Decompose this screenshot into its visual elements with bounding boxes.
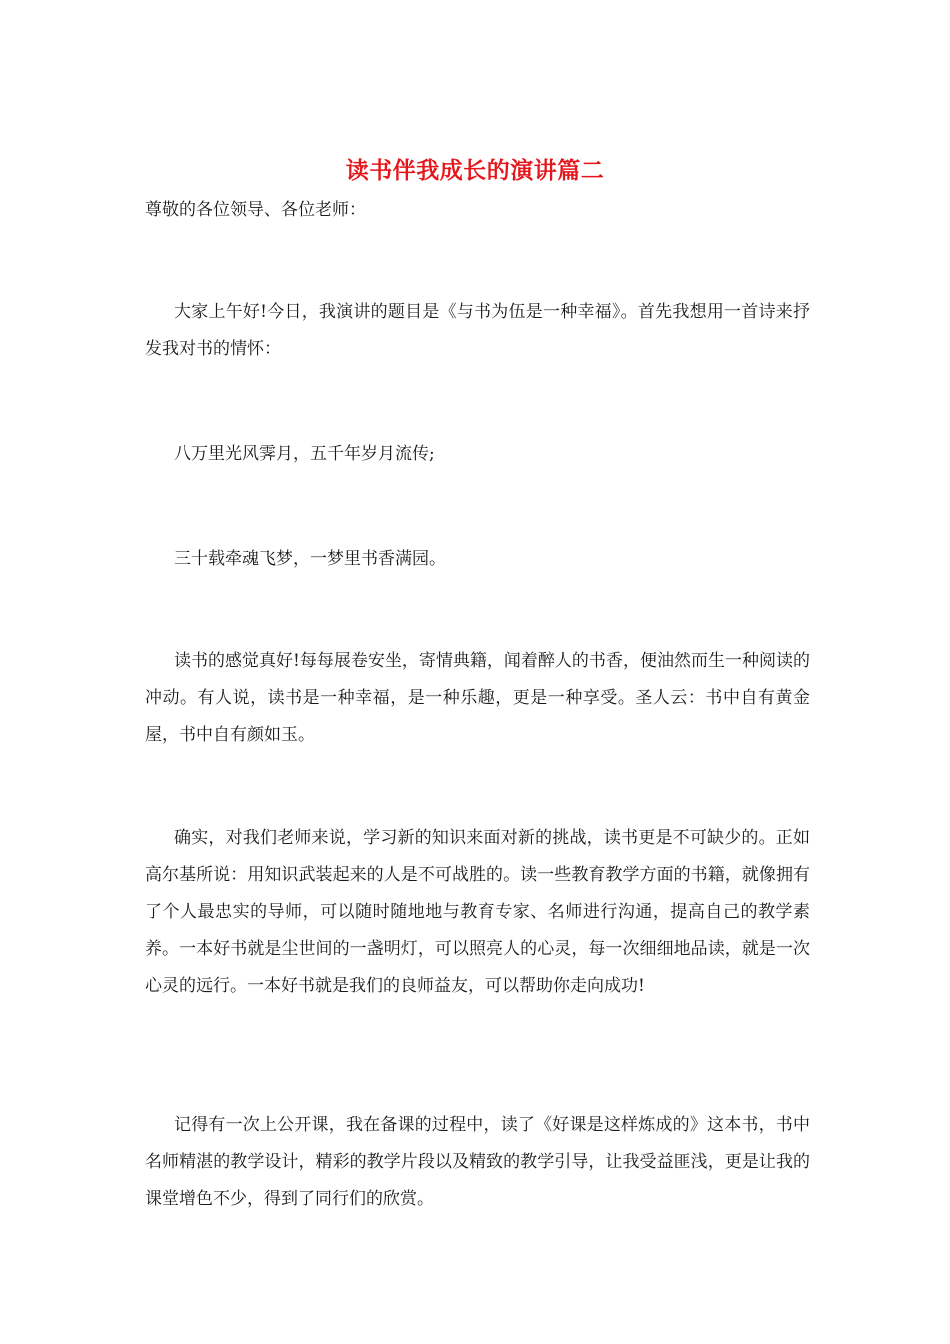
document-title: 读书伴我成长的演讲篇二 <box>345 157 605 184</box>
paragraph-reading-feeling: 读书的感觉真好!每每展卷安坐，寄情典籍，闻着醉人的书香，便油然而生一种阅读的冲动。有人说，读书是一种幸福，是一种乐趣，更是一种享受。圣人云：书中自有黄金屋，书中自有颜如玉。 <box>145 651 810 745</box>
paragraph-greeting: 大家上午好!今日，我演讲的题目是《与书为伍是一种幸福》。首先我想用一首诗来抒发我对书的情怀： <box>145 302 810 359</box>
poem-line-1: 八万里光风霁月，五千年岁月流传; <box>174 444 435 464</box>
paragraph-teachers-reading: 确实，对我们老师来说，学习新的知识来面对新的挑战，读书更是不可缺少的。正如高尔基所说：用知识武装起来的人是不可战胜的。读一些教育教学方面的书籍，就像拥有了个人最忠实的导师，可以随时随地地与教育专家、名师进行沟通，提高自己的教学素养。一本好书就是尘世间的一盏明灯，可以照亮人的心灵，每一次细细地品读，就是一次心灵的远行。一本好书就是我们的良师益友，可以帮助你走向成功! <box>145 828 810 996</box>
paragraph-open-class: 记得有一次上公开课，我在备课的过程中，读了《好课是这样炼成的》这本书，书中名师精湛的教学设计，精彩的教学片段以及精致的教学引导，让我受益匪浅，更是让我的课堂增色不少，得到了同行们的欣赏。 <box>145 1115 810 1209</box>
salutation: 尊敬的各位领导、各位老师： <box>145 200 366 220</box>
poem-line-2: 三十载牵魂飞梦，一梦里书香满园。 <box>174 549 446 569</box>
